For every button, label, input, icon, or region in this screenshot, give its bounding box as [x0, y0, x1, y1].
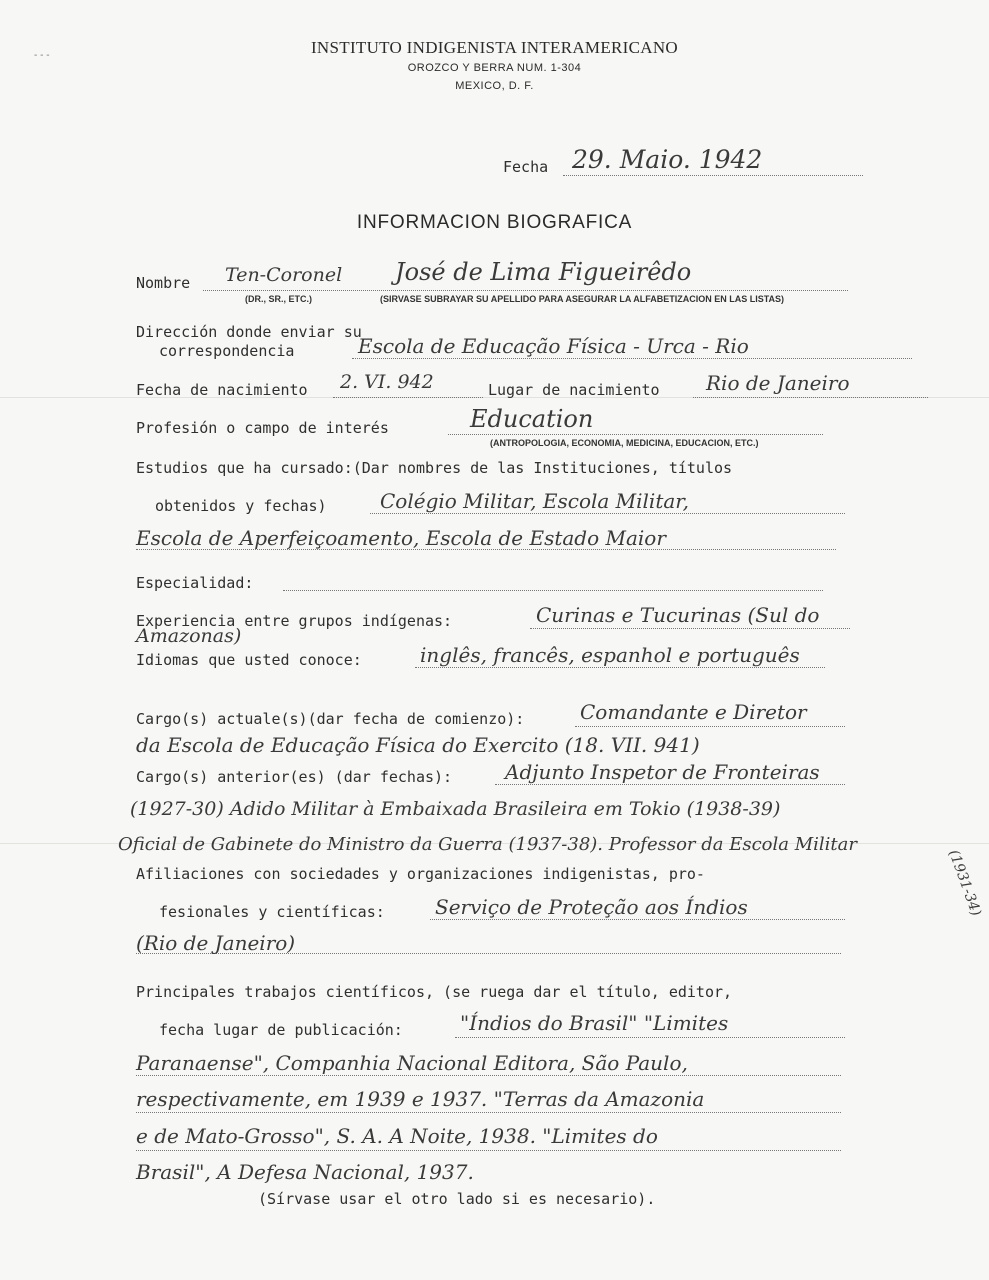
- direccion-label-cont: correspondencia: [159, 342, 295, 360]
- afiliaciones-label-cont: fesionales y científicas:: [159, 903, 385, 921]
- profesion-label: Profesión o campo de interés: [136, 419, 389, 437]
- nombre-title-value: Ten-Coronel: [225, 264, 343, 286]
- trabajos-value-4: e de Mato-Grosso", S. A. A Noite, 1938. "Limites do: [136, 1124, 658, 1148]
- experiencia-line: [530, 628, 850, 629]
- lugar-value: Rio de Janeiro: [706, 371, 850, 395]
- trabajos-value-5: Brasil", A Defesa Nacional, 1937.: [136, 1160, 474, 1184]
- profesion-line: [448, 434, 823, 435]
- estudios-label-cont: obtenidos y fechas): [155, 497, 327, 515]
- profesion-value: Education: [470, 405, 594, 433]
- address-line-1: OROZCO Y BERRA NUM. 1-304: [407, 62, 582, 74]
- direccion-label: Dirección donde enviar su: [136, 323, 362, 341]
- nombre-surname-hint: (SIRVASE SUBRAYAR SU APELLIDO PARA ASEGURAR LA ALFABETIZACION EN LAS LISTAS): [380, 294, 785, 304]
- idiomas-label: Idiomas que usted conoce:: [136, 651, 362, 669]
- profesion-hint: (ANTROPOLOGIA, ECONOMIA, MEDICINA, EDUCACION, ETC.): [490, 438, 759, 448]
- idiomas-line: [415, 667, 825, 668]
- afiliaciones-label: Afiliaciones con sociedades y organizaciones indigenistas, pro-: [136, 865, 705, 883]
- trabajos-line-2: [136, 1075, 841, 1076]
- organization-name: INSTITUTO INDIGENISTA INTERAMERICANO: [310, 38, 679, 57]
- date-value: 29. Maio. 1942: [572, 145, 763, 174]
- nombre-name-value: José de Lima Figueirêdo: [395, 258, 692, 286]
- address-line-2: MEXICO, D. F.: [455, 80, 534, 92]
- cargo-anterior-line: [495, 784, 845, 785]
- nacimiento-value: 2. VI. 942: [340, 371, 434, 393]
- cargo-actual-value-2: da Escola de Educação Física do Exercito (18. VII. 941): [136, 733, 700, 757]
- trabajos-value-1: "Índios do Brasil" "Limites: [460, 1011, 729, 1035]
- experiencia-value-1: Curinas e Tucurinas (Sul do: [536, 603, 820, 627]
- trabajos-line-3: [136, 1112, 841, 1113]
- footer-note: (Sírvase usar el otro lado si es necesario).: [258, 1190, 656, 1208]
- idiomas-value: inglês, francês, espanhol e português: [420, 643, 800, 667]
- cargo-anterior-value-1: Adjunto Inspetor de Fronteiras: [505, 760, 820, 784]
- cargo-anterior-margin-note: (1931-34): [945, 847, 984, 919]
- date-line: [563, 175, 863, 176]
- estudios-label: Estudios que ha cursado:(Dar nombres de las Instituciones, títulos: [136, 459, 733, 477]
- nombre-label: Nombre: [136, 274, 191, 292]
- experiencia-label: Experiencia entre grupos indígenas:: [136, 612, 453, 630]
- cargo-actual-label: Cargo(s) actuale(s)(dar fecha de comienzo):: [136, 710, 525, 728]
- trabajos-line-4: [136, 1150, 841, 1151]
- cargo-anterior-value-3: Oficial de Gabinete do Ministro da Guerra (1937-38). Professor da Escola Militar: [118, 834, 858, 855]
- form-title: INFORMACION BIOGRAFICA: [356, 212, 633, 233]
- date-label: Fecha: [503, 158, 549, 176]
- direccion-value: Escola de Educação Física - Urca - Rio: [358, 334, 749, 358]
- trabajos-label: Principales trabajos científicos, (se ruega dar el título, editor,: [136, 983, 733, 1001]
- estudios-value-1: Colégio Militar, Escola Militar,: [380, 489, 690, 513]
- stray-mark: - - -: [34, 50, 50, 61]
- cargo-actual-line: [575, 726, 845, 727]
- especialidad-line: [283, 590, 823, 591]
- nombre-title-hint: (DR., SR., ETC.): [245, 294, 312, 304]
- lugar-label: Lugar de nacimiento: [488, 381, 660, 399]
- nacimiento-line: [333, 397, 483, 398]
- trabajos-label-cont: fecha lugar de publicación:: [159, 1021, 403, 1039]
- afiliaciones-value-2: (Rio de Janeiro): [136, 931, 296, 955]
- nombre-line: [203, 290, 848, 291]
- trabajos-line-1: [455, 1037, 845, 1038]
- cargo-anterior-value-2: (1927-30) Adido Militar à Embaixada Brasileira em Tokio (1938-39): [130, 798, 781, 820]
- trabajos-value-2: Paranaense", Companhia Nacional Editora, São Paulo,: [136, 1051, 688, 1075]
- trabajos-value-3: respectivamente, em 1939 e 1937. "Terras da Amazonia: [136, 1087, 705, 1111]
- especialidad-label: Especialidad:: [136, 574, 254, 592]
- nacimiento-label: Fecha de nacimiento: [136, 381, 308, 399]
- estudios-value-2: Escola de Aperfeiçoamento, Escola de Estado Maior: [136, 526, 666, 550]
- afiliaciones-line-1: [430, 919, 845, 920]
- afiliaciones-value-1: Serviço de Proteção aos Índios: [435, 895, 748, 919]
- cargo-anterior-label: Cargo(s) anterior(es) (dar fechas):: [136, 768, 453, 786]
- direccion-line: [352, 358, 912, 359]
- cargo-actual-value-1: Comandante e Diretor: [580, 700, 807, 724]
- experiencia-value-2: Amazonas): [136, 625, 242, 647]
- lugar-line: [693, 397, 928, 398]
- estudios-line-1: [370, 513, 845, 514]
